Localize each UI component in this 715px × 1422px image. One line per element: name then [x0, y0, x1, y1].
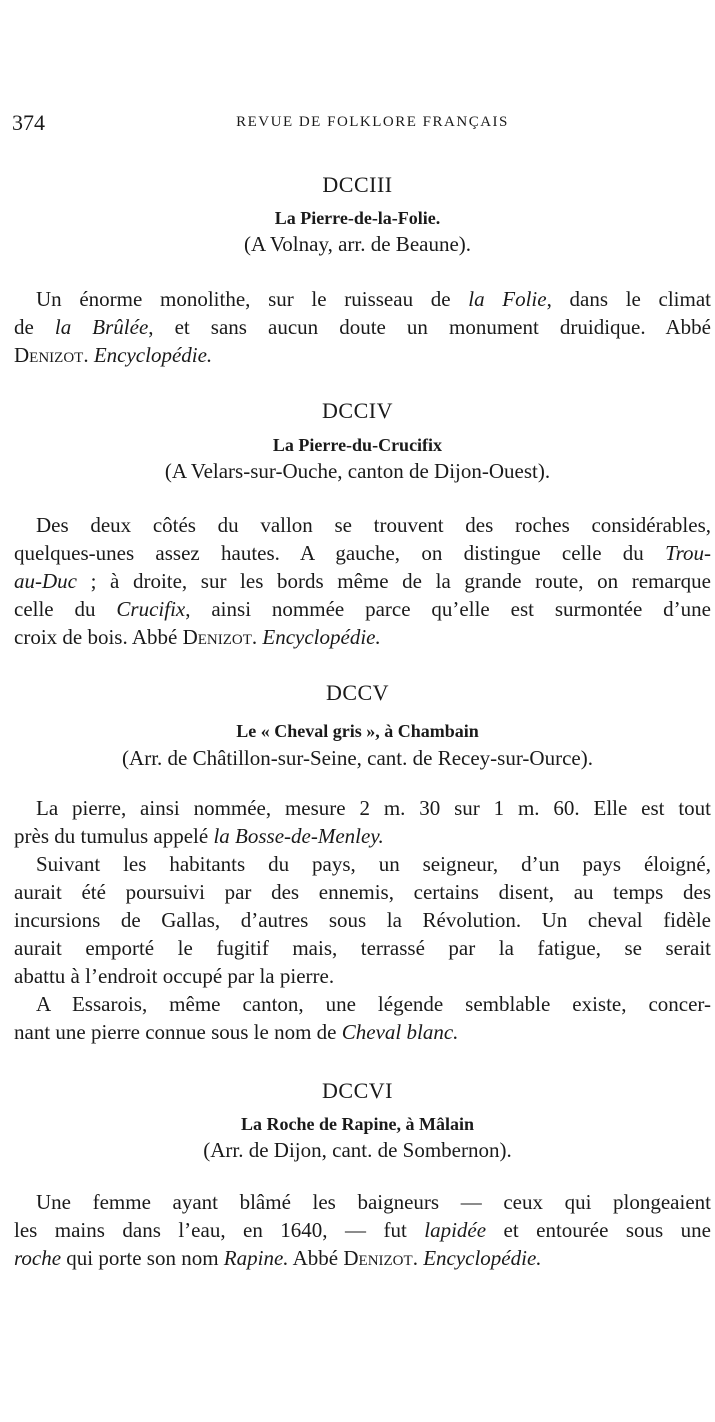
text: A Essarois, même canton, une légende semblable existe, concer- — [36, 992, 711, 1016]
section-title: La Roche de Rapine, à Mâlain — [240, 1114, 474, 1134]
author-name: Denizot — [14, 343, 84, 367]
paragraph — [14, 990, 711, 1046]
section-subtitle: (A Velars-sur-Ouche, canton de Dijon-Ouest). — [164, 459, 551, 483]
text-line — [14, 313, 711, 341]
text-line — [14, 906, 711, 934]
italic-text: Encyclopédie. — [262, 625, 381, 649]
text-line — [14, 567, 711, 595]
italic-text: Crucifix — [116, 597, 186, 621]
section-number: DCCIV — [322, 398, 393, 423]
text: . — [83, 343, 94, 367]
section-subtitle: (A Volnay, arr. de Beaune). — [243, 232, 472, 256]
text: Une femme ayant blâmé les baigneurs — ceux qui plongeaient — [36, 1190, 711, 1214]
section-subtitle: (Arr. de Châtillon-sur-Seine, cant. de Recey-sur-Ource). — [122, 746, 593, 770]
author-name: Denizot — [182, 625, 252, 649]
italic-text: au-Duc — [14, 569, 77, 593]
text: ; à droite, sur les bords même de la grande route, on remarque — [76, 569, 711, 593]
text: aurait été poursuivi par des ennemis, certains disent, au temps des — [14, 880, 711, 904]
text-line — [14, 623, 711, 651]
section-title: La Pierre-du-Crucifix — [272, 435, 443, 455]
italic-text: roche — [14, 1246, 62, 1270]
text-line — [14, 878, 711, 906]
italic-text: Rapine. — [223, 1246, 289, 1270]
text: Abbé — [288, 1246, 344, 1270]
text: Un énorme monolithe, sur le ruisseau de — [36, 287, 469, 311]
paragraph — [14, 511, 711, 651]
section-subtitle: (Arr. de Dijon, cant. de Sombernon). — [203, 1138, 512, 1162]
text-line — [14, 962, 711, 990]
paragraph — [14, 850, 711, 990]
section-title: Le « Cheval gris », à Chambain — [236, 721, 479, 741]
text: et entourée sous une — [486, 1218, 711, 1242]
text-line — [14, 822, 711, 850]
text: quelques-unes assez hautes. A gauche, on distingue celle du — [14, 541, 666, 565]
italic-text: Cheval blanc. — [341, 1020, 459, 1044]
text-line — [14, 934, 711, 962]
italic-text: Encyclopédie. — [423, 1246, 542, 1270]
text: abattu à l’endroit occupé par la pierre. — [14, 964, 335, 988]
section-number: DCCV — [325, 680, 390, 705]
text-line — [14, 511, 711, 539]
text: Des deux côtés du vallon se trouvent des roches considérables, — [36, 513, 711, 537]
text: croix de bois. Abbé — [14, 625, 183, 649]
text: nant une pierre connue sous le nom de — [14, 1020, 342, 1044]
text: Suivant les habitants du pays, un seigneur, d’un pays éloigné, — [36, 852, 711, 876]
author-name: Denizot — [343, 1246, 413, 1270]
section-title: La Pierre-de-la-Folie. — [274, 208, 441, 228]
text-line — [14, 1018, 711, 1046]
page-number: 374 — [12, 110, 45, 135]
italic-text: la Folie — [468, 287, 547, 311]
text-line — [14, 539, 711, 567]
text: , dans le climat — [546, 287, 712, 311]
section-number: DCCIII — [322, 172, 393, 197]
text: celle du — [14, 597, 117, 621]
paragraph — [14, 794, 711, 850]
text: qui porte son nom — [61, 1246, 224, 1270]
text-line — [14, 990, 711, 1018]
text: les mains dans l’eau, en 1640, — fut — [14, 1218, 425, 1242]
text-line — [14, 1244, 711, 1272]
text-line — [14, 850, 711, 878]
text: incursions de Gallas, d’autres sous la Révolution. Un cheval fidèle — [14, 908, 711, 932]
text: , et sans aucun doute un monument druidique. Abbé — [148, 315, 711, 339]
text: aurait emporté le fugitif mais, terrassé par la fatigue, se serait — [14, 936, 711, 960]
italic-text: la Brûlée — [54, 315, 149, 339]
italic-text: Encyclopédie. — [93, 343, 213, 367]
paragraph — [14, 285, 711, 369]
text: de — [14, 315, 55, 339]
paragraph — [14, 1188, 711, 1272]
section-number: DCCVI — [322, 1078, 393, 1103]
text-line — [14, 794, 711, 822]
text-line — [14, 341, 711, 369]
text-line — [14, 1188, 711, 1216]
text: La pierre, ainsi nommée, mesure 2 m. 30 sur 1 m. 60. Elle est tout — [36, 796, 711, 820]
text: . — [412, 1246, 424, 1270]
text-line — [14, 285, 711, 313]
running-head: REVUE DE FOLKLORE FRANÇAIS — [236, 114, 509, 130]
text: . — [251, 625, 263, 649]
text: près du tumulus appelé — [14, 824, 214, 848]
italic-text: lapidée — [424, 1218, 487, 1242]
text-line — [14, 595, 711, 623]
text: , ainsi nommée parce qu’elle est surmontée d’une — [185, 597, 711, 621]
text-line — [14, 1216, 711, 1244]
italic-text: Trou- — [665, 541, 711, 565]
italic-text: la Bosse-de-Menley. — [213, 824, 384, 848]
